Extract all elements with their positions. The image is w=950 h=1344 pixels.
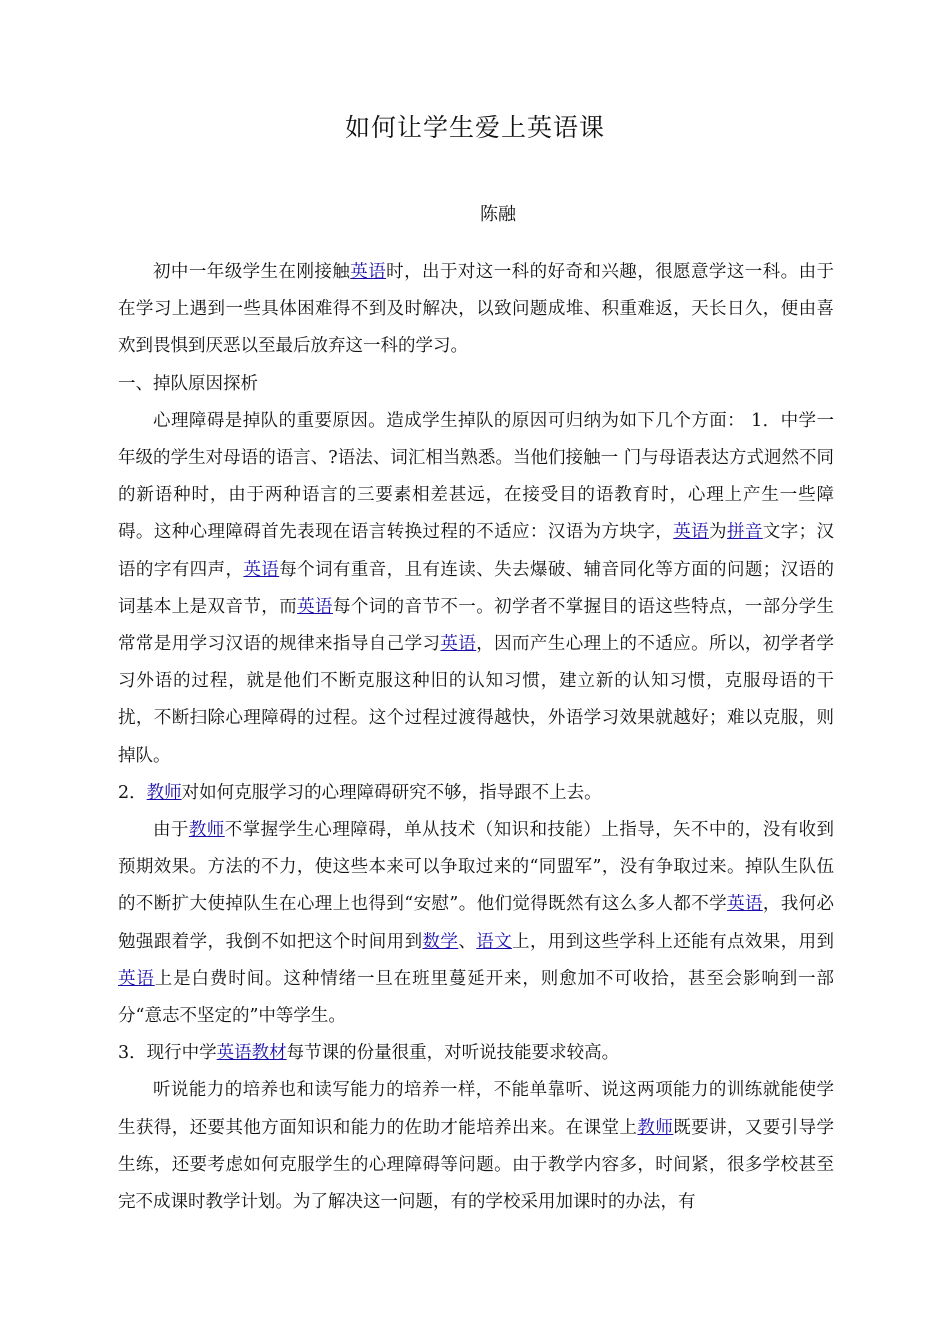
list-item-2: [118, 775, 834, 812]
document-title: 如何让学生爱上英语课: [344, 113, 605, 142]
link-english[interactable]: 英语: [350, 262, 387, 282]
paragraph-intro: [118, 254, 834, 366]
text-run: ，我何必勉强跟着学，我倒不如把这个时间用到: [118, 894, 835, 952]
paragraph-psych-barrier: [118, 403, 834, 775]
link-teacher[interactable]: 教师: [637, 1117, 674, 1138]
text-run: 既要讲，又要引导学生练，还要考虑如何克服学生的心理障碍等问题。由于教学内容多，时间紧，很多学校甚至完不成课时教学计划。为了解决这一问题，有的学校采用加课时的办法，有: [118, 1117, 835, 1213]
text-run: 上，用到这些学科上还能有点效果，用到: [512, 931, 835, 952]
section-heading-1: 一、掉队原因探析: [118, 373, 258, 394]
link-english[interactable]: 英语: [727, 894, 763, 915]
link-english[interactable]: 英语: [243, 559, 280, 580]
list-number: 2．: [118, 782, 147, 803]
text-run: 、: [458, 931, 477, 952]
text-run: 上是白费时间。这种情绪一旦在班里蔓延开来，则愈加不可收拾，甚至会影响到一部分“意志不坚定的”中等学生。: [118, 968, 834, 1027]
paragraph-teacher-guidance: [118, 812, 834, 1035]
link-english-textbook[interactable]: 英语教材: [216, 1043, 287, 1064]
text-run: 时，出于对这一科的好奇和兴趣，很愿意学这一科。由于在学习上遇到一些具体困难得不到及时解决，以致问题成堆、积重难返，天长日久，便由喜欢到畏惧到厌恶以至最后放弃这一科的学习。: [118, 262, 835, 357]
text-run: 初中一年级学生在刚接触: [153, 262, 351, 282]
link-math[interactable]: 数学: [422, 931, 459, 952]
text-run: 对如何克服学习的心理障碍研究不够，指导跟不上去。: [181, 782, 602, 803]
text-run: 3．现行中学: [118, 1043, 217, 1064]
link-teacher[interactable]: 教师: [146, 782, 182, 803]
link-english[interactable]: 英语: [673, 522, 710, 543]
document-author: 陈融: [480, 204, 516, 225]
text-run: 每节课的份量很重，对听说技能要求较高。: [286, 1043, 620, 1064]
text-run: 听说能力的培养也和读写能力的培养一样，不能单靠听、说这两项能力的训练就能使学生获得，还要其他方面知识和能力的佐助才能培养出来。在课堂上: [118, 1080, 834, 1138]
link-english[interactable]: 英语: [297, 596, 333, 617]
text-run: 不掌握学生心理障碍，单从技术（知识和技能）上指导，矢不中的，没有收到预期效果。方法的不力，使这些本来可以争取过来的“同盟军”，没有争取过来。掉队生队伍的不断扩大使掉队生在心理上也得到“安慰”。他们觉得既然有这么多人都不学: [118, 820, 835, 915]
paragraph-listening-speaking: [118, 1072, 834, 1221]
link-teacher[interactable]: 教师: [188, 820, 225, 841]
link-pinyin[interactable]: 拼音: [726, 522, 763, 543]
link-english[interactable]: 英语: [118, 968, 155, 989]
text-run: 为: [709, 522, 727, 543]
link-chinese[interactable]: 语文: [476, 931, 513, 952]
text-run: ，因而产生心理上的不适应。所以，初学者学习外语的过程，就是他们不断克服这种旧的认知习惯，建立新的认知习惯，克服母语的干扰，不断扫除心理障碍的过程。这个过程过渡得越快，外语学习效果就越好；难以克服，则掉队。: [118, 634, 835, 766]
text-run: 每个词的音节不一。初学者不掌握目的语这些特点，一部分学生常常是用学习汉语的规律来指导自己学习: [118, 596, 835, 655]
text-run: 由于: [153, 820, 189, 841]
list-item-3: [118, 1035, 834, 1072]
document-body: [118, 254, 834, 1221]
text-run: 文字；汉语的字有四声，: [118, 522, 835, 580]
link-english[interactable]: 英语: [440, 634, 477, 655]
text-run: 每个词有重音，且有连读、失去爆破、辅音同化等方面的问题；汉语的词基本上是双音节，而: [118, 559, 835, 617]
text-run: 心理障碍是掉队的重要原因。造成学生掉队的原因可归纳为如下几个方面： 1．中学一年级的学生对母语的语言、?语法、词汇相当熟悉。当他们接触一 门与母语表达方式迥然不同的新语种时，由于两种语言的三要素相差甚远，在接受目的语教育时，心理上产生一些障碍。这种心理障碍首先表现在语言转换过程的不适应：汉语为方块字，: [118, 410, 834, 543]
